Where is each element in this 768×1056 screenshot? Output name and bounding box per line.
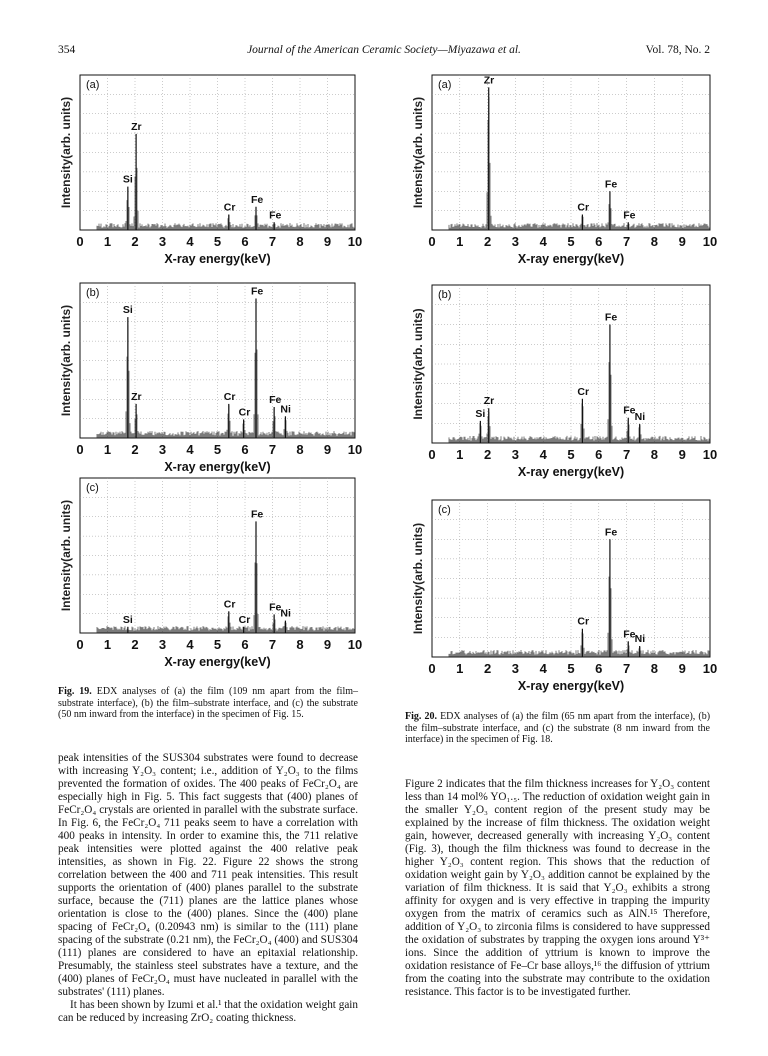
x-tick-label: 8: [650, 661, 659, 676]
fig19-caption-label: Fig. 19.: [58, 686, 92, 697]
x-tick-label: 5: [213, 234, 222, 249]
peak-label-fe: Fe: [269, 394, 282, 406]
x-tick-label: 9: [678, 661, 686, 676]
x-tick-label: 1: [456, 234, 464, 249]
right-paragraph-1: Figure 2 indicates that the film thickness increases for Y₂O₃ content less than 14 mol% YO₁.₅. The reduction of oxidation weight gain in the smaller Y₂O₃ content region of the present study may be explained by the increase of film thickness. The oxidation weight gain, however, decreased generally with increasing Y₂O₃ content (Fig. 3), though the film thickness was found to decrease in the higher Y₂O₃ content region. This shows that the reduction of oxidation weight gain by Y₂O₃ addition cannot be explained by the variation of film thickness. It is said that Y₂O₃ exhibits a strong affinity for oxygen and is very effective in trapping the impurity oxygen from the matrix of ceramics such as AlN.¹⁵ Therefore, addition of Y₂O₃ to zirconia films is considered to have suppressed the oxidation of substrates by trapping the oxygen ions around Y³⁺ ions. Since the addition of yttrium is known to improve the oxidation resistance of Fe–Cr base alloys,¹⁶ the diffusion of yttrium from the coating into the substrate may contribute to the oxidation resistance. This factor is to be investigated further.: [405, 778, 710, 998]
x-axis-label: X-ray energy(keV): [164, 252, 271, 266]
x-axis-label: X-ray energy(keV): [517, 465, 625, 479]
peak-label-ni: Ni: [634, 411, 646, 424]
x-tick-label: 8: [296, 637, 304, 652]
peak-label-si: Si: [122, 613, 133, 626]
x-tick-label: 0: [428, 447, 436, 462]
x-tick-label: 7: [622, 447, 631, 462]
x-tick-label: 6: [595, 661, 603, 676]
x-tick-label: 4: [186, 234, 194, 249]
peak-label-si: Si: [475, 407, 486, 420]
x-tick-label: 2: [483, 234, 492, 249]
x-tick-label: 6: [241, 637, 249, 652]
x-tick-label: 2: [131, 442, 139, 457]
peak-label-fe: Fe: [623, 209, 636, 222]
x-tick-label: 9: [678, 447, 686, 462]
edx-spectrum-svg: [402, 275, 718, 493]
peak-label-ni: Ni: [634, 633, 646, 646]
x-tick-label: 7: [622, 661, 631, 676]
peak-label-zr: Zr: [483, 74, 495, 87]
x-tick-label: 7: [268, 637, 277, 652]
x-tick-label: 0: [76, 442, 84, 457]
x-tick-label: 5: [567, 447, 575, 462]
x-tick-label: 4: [539, 661, 547, 676]
x-tick-label: 3: [158, 234, 167, 249]
x-tick-label: 8: [296, 234, 304, 249]
peak-label-fe: Fe: [269, 209, 282, 222]
peak-label-fe: Fe: [269, 601, 282, 614]
x-tick-label: 0: [76, 637, 84, 652]
x-tick-label: 3: [158, 637, 167, 652]
x-tick-label: 0: [428, 661, 436, 676]
x-tick-label: 6: [595, 447, 603, 462]
x-tick-label: 0: [76, 234, 84, 249]
x-tick-label: 2: [131, 637, 139, 652]
panel-label: (a): [438, 79, 452, 91]
x-axis-label: X-ray energy(keV): [517, 252, 625, 266]
edx-spectrum-svg: [50, 273, 363, 488]
plot-frame: [80, 75, 355, 230]
edx-panel-fig20b: [402, 275, 718, 493]
edx-spectrum-svg: [50, 65, 363, 280]
fig20-caption-text: EDX analyses of (a) the film (65 nm apart from the interface), (b) the film–substrate interface, and (c) the substrate (8 nm inward from the interface) in the specimen of Fig. 18.: [405, 711, 711, 745]
left-paragraph-1: peak intensities of the SUS304 substrates were found to decrease with increasing Y₂O₃ content; i.e., addition of Y₂O₃ to the films prevented the formation of oxides. The 400 peaks of FeCr₂O₄ are especially high in Fig. 5. This fact suggests that (400) planes of FeCr₂O₄ crystals are oriented in parallel with the substrate surface. In Fig. 6, the FeCr₂O₄ 711 peaks seem to have a correlation with 400 peaks in intensity. In order to examine this, the 711 relative peak intensities were plotted against the 400 relative peak intensities, as shown in Fig. 22. Figure 22 shows the strong correlation between the 400 and 711 peak intensities. This result supports the orientation of (400) planes parallel to the substrate surface, because the (711) planes are the lattice planes whose orientation is close to the (400) planes. Since the (400) plane spacing of FeCr₂O₄ (0.20943 nm) is similar to the (111) plane spacing of the substrate (0.21 nm), the FeCr₂O₄ (400) and SUS304 (111) planes are considered to have an epitaxial relationship. Presumably, the stainless steel substrates have a texture, and the (400) planes of FeCr₂O₄ must have nucleated in parallel with the substrates' (111) planes.: [58, 752, 358, 998]
peak-label-cr: Cr: [223, 201, 236, 214]
x-tick-label: 7: [268, 442, 277, 457]
x-tick-label: 2: [483, 661, 492, 676]
panel-label: (c): [438, 504, 451, 516]
x-tick-label: 10: [702, 234, 718, 249]
fig19-caption: [58, 686, 358, 721]
x-tick-label: 3: [511, 661, 520, 676]
panel-label: (c): [86, 482, 99, 494]
peak-label-cr: Cr: [223, 598, 236, 611]
volume-info: Vol. 78, No. 2: [645, 44, 710, 56]
x-tick-label: 1: [456, 447, 464, 462]
x-tick-label: 10: [702, 447, 718, 462]
peak-label-fe: Fe: [604, 311, 618, 324]
peak-label-ni: Ni: [280, 403, 291, 416]
x-tick-label: 0: [428, 234, 436, 249]
peak-label-cr: Cr: [238, 406, 251, 419]
x-tick-label: 6: [241, 442, 249, 457]
x-tick-label: 7: [268, 234, 277, 249]
panel-label: (b): [438, 289, 452, 301]
x-tick-label: 1: [103, 637, 112, 652]
y-axis-label: Intensity(arb. units): [59, 96, 73, 209]
x-axis-label: X-ray energy(keV): [164, 460, 271, 474]
peak-label-zr: Zr: [131, 390, 142, 403]
right-column: [405, 778, 710, 999]
x-axis-label: X-ray energy(keV): [517, 679, 625, 693]
peak-label-fe: Fe: [623, 404, 636, 417]
peak-label-ni: Ni: [280, 607, 291, 620]
peak-label-fe: Fe: [604, 526, 618, 539]
panel-label: (b): [86, 287, 100, 299]
x-tick-label: 6: [241, 234, 249, 249]
x-tick-label: 10: [347, 637, 363, 652]
peak-label-si: Si: [122, 304, 133, 317]
peak-label-cr: Cr: [577, 385, 590, 398]
x-tick-label: 3: [158, 442, 167, 457]
x-tick-label: 3: [511, 234, 520, 249]
edx-panel-fig20a: [402, 65, 718, 280]
plot-frame: [80, 283, 355, 438]
x-tick-label: 2: [131, 234, 139, 249]
x-tick-label: 3: [511, 447, 520, 462]
journal-title: Journal of the American Ceramic Society—Miyazawa et al.: [247, 44, 521, 56]
x-tick-label: 1: [103, 442, 112, 457]
peak-label-si: Si: [122, 173, 133, 186]
y-axis-label: Intensity(arb. units): [59, 499, 73, 612]
peak-label-fe: Fe: [251, 193, 264, 206]
peak-label-zr: Zr: [483, 395, 495, 408]
plot-frame: [80, 478, 355, 633]
x-tick-label: 5: [567, 661, 575, 676]
x-tick-label: 10: [347, 442, 363, 457]
spectrum-trace: [80, 530, 355, 633]
x-tick-label: 9: [323, 637, 332, 652]
x-tick-label: 9: [323, 442, 332, 457]
left-column: [58, 752, 358, 1025]
edx-panel-fig20c: [402, 490, 718, 707]
edx-panel-fig19a: [50, 65, 363, 280]
fig20-caption: [405, 711, 710, 746]
y-axis-label: Intensity(arb. units): [411, 96, 425, 209]
edx-spectrum-svg: [402, 490, 718, 707]
left-paragraph-2: It has been shown by Izumi et al.¹ that the oxidation weight gain can be reduced by increasing ZrO₂ coating thickness.: [58, 999, 358, 1024]
x-tick-label: 1: [456, 661, 464, 676]
x-tick-label: 5: [213, 637, 222, 652]
peak-label-cr: Cr: [238, 613, 251, 626]
peak-label-cr: Cr: [223, 390, 236, 403]
peak-label-zr: Zr: [131, 120, 142, 133]
x-tick-label: 8: [296, 442, 304, 457]
edx-panel-fig19b: [50, 273, 363, 488]
peak-label-cr: Cr: [577, 615, 590, 628]
peak-label-fe: Fe: [604, 178, 618, 191]
peak-label-fe: Fe: [251, 508, 264, 521]
x-tick-label: 4: [539, 234, 547, 249]
panel-label: (a): [86, 79, 100, 91]
x-tick-label: 8: [650, 447, 659, 462]
peak-label-fe: Fe: [251, 285, 264, 298]
x-tick-label: 8: [650, 234, 659, 249]
fig20-caption-label: Fig. 20.: [405, 711, 437, 722]
y-axis-label: Intensity(arb. units): [59, 304, 73, 417]
peak-label-cr: Cr: [577, 201, 590, 214]
x-tick-label: 5: [213, 442, 222, 457]
x-tick-label: 7: [622, 234, 631, 249]
y-axis-label: Intensity(arb. units): [411, 308, 425, 420]
fig19-caption-text: EDX analyses of (a) the film (109 nm apart from the film–substrate interface), (b) the film–substrate interface, and (c) the substrate (50 nm inward from the interface) in the specimen of Fig. 15.: [58, 686, 359, 720]
page-header: [58, 44, 710, 60]
peak-label-fe: Fe: [623, 628, 636, 641]
x-tick-label: 9: [678, 234, 686, 249]
x-tick-label: 9: [323, 234, 332, 249]
edx-panel-fig19c: [50, 468, 363, 683]
x-tick-label: 4: [186, 442, 194, 457]
page-number: 354: [58, 44, 76, 56]
x-axis-label: X-ray energy(keV): [164, 655, 271, 669]
x-tick-label: 4: [539, 447, 547, 462]
x-tick-label: 1: [103, 234, 112, 249]
x-tick-label: 4: [186, 637, 194, 652]
x-tick-label: 10: [702, 661, 718, 676]
edx-spectrum-svg: [50, 468, 363, 683]
x-tick-label: 2: [483, 447, 492, 462]
x-tick-label: 5: [567, 234, 575, 249]
x-tick-label: 10: [347, 234, 363, 249]
x-tick-label: 6: [595, 234, 603, 249]
y-axis-label: Intensity(arb. units): [411, 522, 425, 635]
edx-spectrum-svg: [402, 65, 718, 280]
